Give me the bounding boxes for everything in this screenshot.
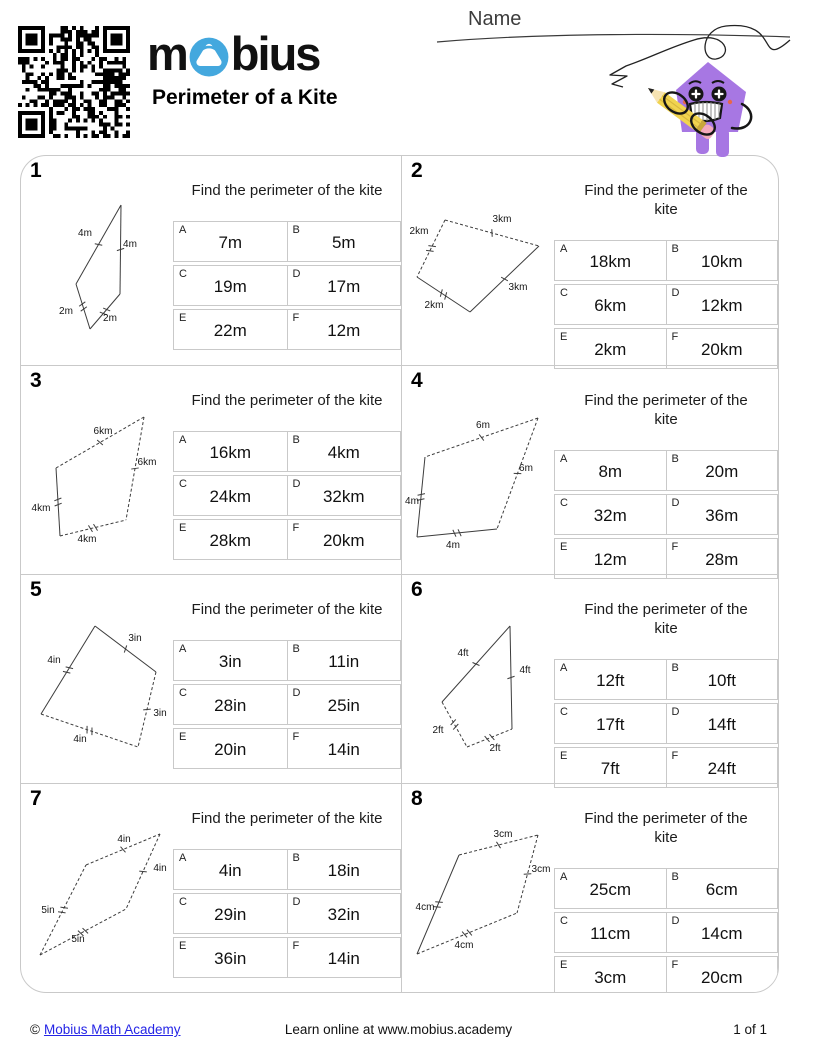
answer-letter: F (292, 730, 300, 743)
answer-letter: F (671, 958, 679, 971)
answer-letter: B (671, 661, 679, 674)
answer-letter: E (560, 958, 568, 971)
question-text: Find the perimeter of the kite (584, 601, 748, 637)
svg-text:6km: 6km (93, 426, 113, 437)
answer-value: 20km (700, 339, 743, 359)
kite-diagram (21, 790, 191, 990)
answer-letter: A (179, 642, 187, 655)
svg-text:4ft: 4ft (519, 665, 531, 676)
worksheet-title: Perimeter of a Kite (152, 86, 338, 109)
problem-number: 1 (30, 159, 42, 182)
svg-text:4in: 4in (153, 863, 167, 874)
answer-table (554, 240, 778, 369)
svg-text:5in: 5in (41, 905, 55, 916)
answer-value: 29in (214, 904, 247, 924)
svg-text:2ft: 2ft (489, 743, 501, 754)
page-number: 1 of 1 (733, 1022, 767, 1037)
problem-number: 2 (411, 159, 423, 182)
answer-table (173, 431, 401, 560)
scribble-line (610, 25, 790, 87)
answer-value: 24km (209, 486, 252, 506)
answer-option-d (287, 265, 402, 306)
question-text: Find the perimeter of the kite (191, 601, 383, 618)
answer-value: 12m (593, 549, 627, 569)
svg-text:2ft: 2ft (432, 725, 444, 736)
answer-value: 24ft (707, 758, 736, 778)
qr-code (18, 26, 130, 138)
answer-option-a (554, 868, 667, 909)
svg-text:4in: 4in (117, 834, 131, 845)
answer-letter: C (560, 914, 568, 927)
answer-option-d (666, 284, 779, 325)
answer-value: 14cm (700, 923, 743, 943)
answer-letter: F (671, 540, 679, 553)
answer-value: 14in (327, 948, 360, 968)
svg-text:3in: 3in (128, 633, 142, 644)
logo-text-prefix: m (147, 27, 187, 80)
answer-option-a (173, 640, 288, 681)
answer-option-f (666, 538, 779, 579)
answer-option-b (666, 868, 779, 909)
answer-option-b (287, 221, 402, 262)
answer-option-e (554, 747, 667, 788)
question-text: Find the perimeter of the kite (191, 182, 383, 199)
answer-option-c (173, 265, 288, 306)
problem-number: 4 (411, 369, 423, 392)
answer-letter: F (671, 330, 679, 343)
answer-option-b (287, 431, 402, 472)
answer-letter: B (292, 851, 300, 864)
answer-table (173, 849, 401, 978)
answer-letter: A (179, 851, 187, 864)
answer-option-a (173, 431, 288, 472)
svg-text:3cm: 3cm (493, 829, 513, 840)
answer-value: 20cm (700, 967, 743, 987)
problem-cell (401, 574, 778, 783)
answer-value: 6km (594, 295, 627, 315)
answer-letter: B (671, 242, 679, 255)
answer-letter: C (560, 496, 568, 509)
svg-text:2km: 2km (409, 226, 429, 237)
answer-value: 14in (327, 739, 360, 759)
kite-diagram (21, 372, 191, 572)
answer-table (173, 221, 401, 350)
answer-value: 20in (214, 739, 247, 759)
answer-option-e (554, 538, 667, 579)
svg-text:4cm: 4cm (415, 902, 435, 913)
answer-option-f (287, 519, 402, 560)
answer-value: 32km (322, 486, 365, 506)
answer-value: 3in (218, 651, 242, 671)
pencil (644, 83, 716, 141)
answer-value: 4km (327, 442, 360, 462)
problem-number: 7 (30, 787, 42, 810)
svg-text:4m: 4m (446, 540, 460, 551)
answer-option-c (554, 494, 667, 535)
svg-text:5in: 5in (71, 934, 85, 945)
problem-number: 8 (411, 787, 423, 810)
svg-text:2m: 2m (59, 306, 73, 317)
answer-table (554, 868, 778, 994)
answer-letter: A (560, 452, 568, 465)
answer-value: 25in (327, 695, 360, 715)
answer-value: 7ft (600, 758, 620, 778)
answer-value: 28m (705, 549, 739, 569)
answer-letter: C (179, 686, 187, 699)
answer-option-b (287, 640, 402, 681)
name-line (437, 34, 790, 42)
mobius-math-academy-link[interactable]: Mobius Math Academy (43, 1022, 181, 1037)
answer-option-b (666, 240, 779, 281)
footer (0, 1022, 815, 1037)
answer-letter: B (292, 223, 300, 236)
answer-letter: C (179, 477, 187, 490)
svg-text:3km: 3km (508, 282, 528, 293)
answer-value: 3cm (594, 967, 627, 987)
answer-table (554, 659, 778, 788)
svg-text:4m: 4m (78, 228, 92, 239)
answer-option-d (666, 494, 779, 535)
svg-text:3cm: 3cm (531, 864, 551, 875)
answer-letter: B (292, 433, 300, 446)
answer-option-e (554, 956, 667, 994)
kite-diagram (402, 581, 572, 781)
answer-option-a (554, 240, 667, 281)
answer-letter: E (179, 521, 187, 534)
answer-option-e (173, 519, 288, 560)
answer-option-f (666, 956, 779, 994)
answer-value: 10ft (707, 670, 736, 690)
answer-value: 12km (700, 295, 743, 315)
answer-letter: F (292, 311, 300, 324)
kite-diagram (402, 372, 572, 572)
answer-option-d (666, 912, 779, 953)
answer-letter: D (671, 286, 680, 299)
answer-value: 11cm (590, 923, 631, 943)
answer-value: 28in (214, 695, 247, 715)
answer-value: 5m (331, 232, 356, 252)
answer-option-b (666, 450, 779, 491)
answer-value: 6cm (705, 879, 738, 899)
answer-letter: E (560, 330, 568, 343)
answer-option-c (173, 893, 288, 934)
answer-value: 22m (213, 320, 247, 340)
answer-value: 25cm (589, 879, 632, 899)
svg-text:4in: 4in (73, 734, 87, 745)
footer-center-text: Learn online at www.mobius.academy (284, 1022, 513, 1037)
answer-option-f (287, 728, 402, 769)
problem-cell (21, 156, 401, 365)
answer-option-f (666, 747, 779, 788)
answer-option-d (666, 703, 779, 744)
answer-letter: E (560, 749, 568, 762)
answer-letter: E (560, 540, 568, 553)
answer-letter: D (292, 895, 301, 908)
answer-value: 12ft (596, 670, 625, 690)
answer-letter: D (292, 267, 301, 280)
answer-letter: C (560, 286, 568, 299)
answer-option-e (173, 309, 288, 350)
mobius-loop-icon (188, 35, 230, 77)
answer-letter: A (179, 223, 187, 236)
answer-option-d (287, 684, 402, 725)
answer-option-c (173, 684, 288, 725)
answer-letter: F (671, 749, 679, 762)
answer-option-a (554, 659, 667, 700)
svg-text:2m: 2m (103, 313, 117, 324)
svg-text:2km: 2km (424, 300, 444, 311)
kite-diagram (21, 162, 191, 362)
answer-option-f (666, 328, 779, 369)
answer-option-e (173, 937, 288, 978)
answer-letter: D (292, 686, 301, 699)
svg-text:4km: 4km (31, 503, 51, 514)
answer-letter: A (560, 242, 568, 255)
question-text: Find the perimeter of the kite (584, 182, 748, 218)
copyright-symbol: © (30, 1022, 40, 1037)
answer-letter: D (671, 496, 680, 509)
answer-option-e (173, 728, 288, 769)
answer-table (173, 640, 401, 769)
svg-text:3km: 3km (492, 214, 512, 225)
answer-letter: B (671, 452, 679, 465)
answer-value: 19m (213, 276, 247, 296)
answer-letter: F (292, 521, 300, 534)
answer-value: 28km (209, 530, 252, 550)
kite-diagram (402, 790, 572, 990)
answer-table (554, 450, 778, 579)
problem-cell (401, 783, 778, 992)
answer-letter: B (292, 642, 300, 655)
answer-value: 2km (594, 339, 627, 359)
answer-value: 12m (327, 320, 361, 340)
answer-value: 18km (589, 251, 632, 271)
answer-letter: D (292, 477, 301, 490)
answer-option-b (666, 659, 779, 700)
answer-option-f (287, 309, 402, 350)
answer-letter: B (671, 870, 679, 883)
answer-letter: D (671, 914, 680, 927)
answer-option-f (287, 937, 402, 978)
answer-value: 20km (322, 530, 365, 550)
svg-text:4m: 4m (405, 496, 419, 507)
answer-value: 10km (700, 251, 743, 271)
answer-letter: A (179, 433, 187, 446)
problem-cell (401, 365, 778, 574)
question-text: Find the perimeter of the kite (584, 810, 748, 846)
answer-value: 32m (593, 505, 627, 525)
answer-option-d (287, 475, 402, 516)
answer-value: 20m (705, 461, 739, 481)
answer-letter: C (560, 705, 568, 718)
answer-letter: E (179, 730, 187, 743)
answer-value: 17m (327, 276, 361, 296)
question-text: Find the perimeter of the kite (584, 392, 748, 428)
answer-value: 4in (218, 860, 242, 880)
answer-option-a (173, 221, 288, 262)
answer-value: 36in (214, 948, 247, 968)
answer-option-c (173, 475, 288, 516)
question-text: Find the perimeter of the kite (191, 810, 383, 827)
answer-value: 7m (218, 232, 243, 252)
problem-number: 5 (30, 578, 42, 601)
answer-letter: E (179, 939, 187, 952)
answer-option-a (173, 849, 288, 890)
svg-text:6m: 6m (476, 420, 490, 431)
answer-letter: E (179, 311, 187, 324)
answer-letter: A (560, 661, 568, 674)
question-text: Find the perimeter of the kite (191, 392, 383, 409)
answer-option-b (287, 849, 402, 890)
answer-option-e (554, 328, 667, 369)
answer-option-d (287, 893, 402, 934)
problems-grid (20, 155, 779, 993)
answer-letter: A (560, 870, 568, 883)
name-label: Name (468, 8, 522, 30)
svg-text:4m: 4m (123, 239, 137, 250)
answer-letter: C (179, 267, 187, 280)
svg-text:6km: 6km (137, 457, 157, 468)
svg-text:4ft: 4ft (457, 648, 469, 659)
answer-option-a (554, 450, 667, 491)
answer-value: 18in (327, 860, 360, 880)
answer-value: 8m (598, 461, 623, 481)
answer-option-c (554, 703, 667, 744)
svg-text:3in: 3in (153, 708, 167, 719)
svg-text:4in: 4in (47, 655, 61, 666)
problem-number: 3 (30, 369, 42, 392)
answer-option-c (554, 912, 667, 953)
answer-letter: F (292, 939, 300, 952)
answer-value: 11in (328, 651, 360, 671)
problem-cell (401, 156, 778, 365)
answer-option-c (554, 284, 667, 325)
kite-diagram (21, 581, 191, 781)
kite-diagram (402, 162, 572, 362)
answer-value: 32in (327, 904, 360, 924)
problem-cell (21, 574, 401, 783)
answer-value: 16km (209, 442, 252, 462)
svg-text:6m: 6m (519, 463, 533, 474)
problem-number: 6 (411, 578, 423, 601)
mobius-logo (147, 26, 319, 81)
svg-text:4cm: 4cm (454, 940, 474, 951)
logo-text-suffix: bius (230, 27, 320, 80)
problem-cell (21, 365, 401, 574)
problem-cell (21, 783, 401, 992)
answer-value: 36m (705, 505, 739, 525)
answer-value: 17ft (596, 714, 625, 734)
answer-value: 14ft (707, 714, 736, 734)
answer-letter: C (179, 895, 187, 908)
svg-text:4km: 4km (77, 534, 97, 545)
mascot (644, 62, 751, 157)
answer-letter: D (671, 705, 680, 718)
